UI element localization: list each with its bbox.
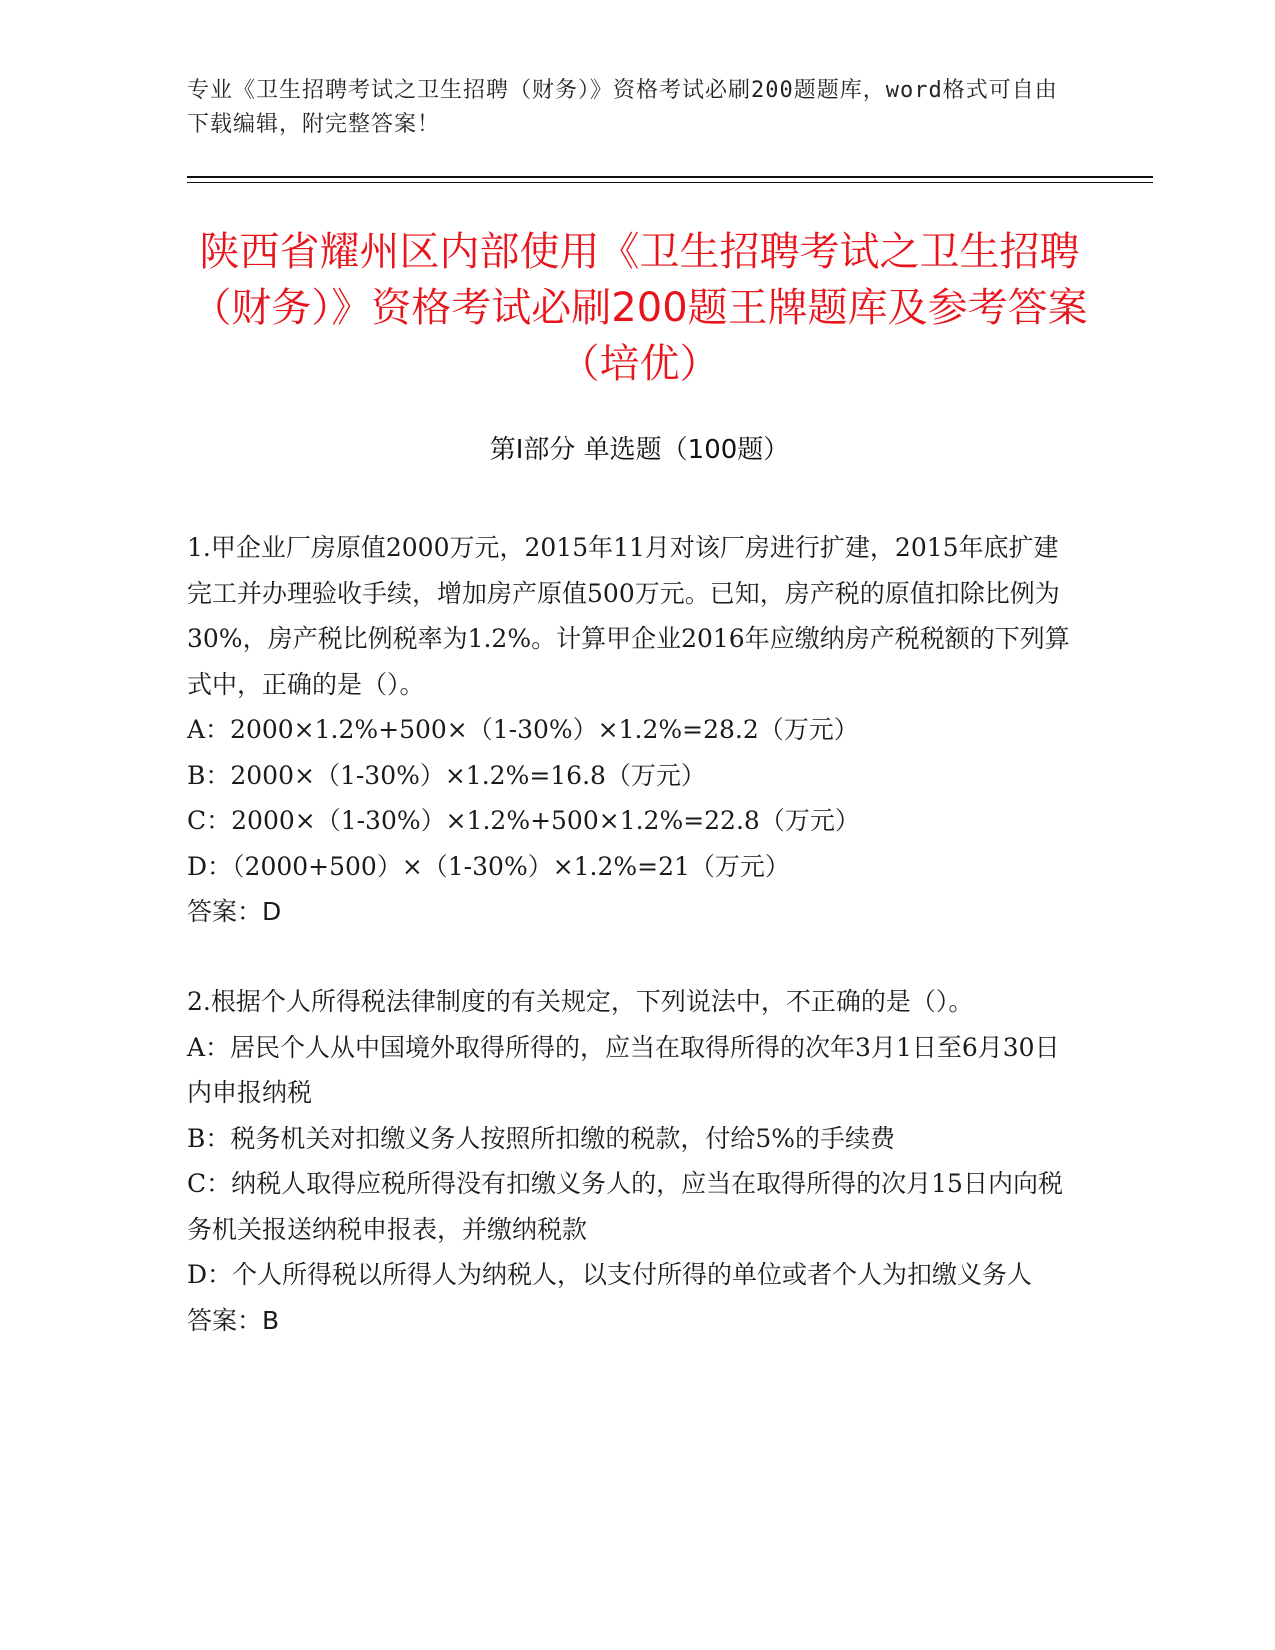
header-divider-thick [187, 176, 1153, 178]
question-text: 2.根据个人所得税法律制度的有关规定，下列说法中，不正确的是（）。 [187, 987, 974, 1016]
answer: 答案：D [187, 897, 282, 926]
option-b: B：税务机关对扣缴义务人按照所扣缴的税款，付给5%的手续费 [187, 1123, 896, 1153]
option-a: A：2000×1.2%+500×（1-30%）×1.2%=28.2（万元） [187, 715, 859, 744]
answer: 答案：B [187, 1305, 280, 1335]
question-block [187, 525, 1077, 935]
question-text: 1.甲企业厂房原值2000万元，2015年11月对该厂房进行扩建，2015年底扩建完工并办理验收手续，增加房产原值500万元。已知，房产税的原值扣除比例为30%，房产税比例税率为1.2%。计算甲企业2016年应缴纳房产税税额的下列算式中，正确的是（）。 [187, 533, 1070, 699]
header-divider-thin [187, 182, 1153, 183]
option-b: B：2000×（1-30%）×1.2%=16.8（万元） [187, 760, 706, 790]
option-d: D：个人所得税以所得人为纳税人，以支付所得的单位或者个人为扣缴义务人 [187, 1260, 1033, 1289]
option-d: D：（2000+500）×（1-30%）×1.2%=21（万元） [187, 851, 790, 881]
header-note: 专业《卫生招聘考试之卫生招聘（财务）》资格考试必刷200题题库，word格式可自由下载编辑，附完整答案！ [187, 78, 1058, 137]
option-a: A：居民个人从中国境外取得所得的，应当在取得所得的次年3月1日至6月30日内申报纳税 [187, 1032, 1060, 1107]
section-title: 第I部分 单选题（100题） [489, 435, 790, 465]
option-c: C：2000×（1-30%）×1.2%+500×1.2%=22.8（万元） [187, 806, 860, 835]
question-block [187, 979, 1077, 1343]
document-title: 陕西省耀州区内部使用《卫生招聘考试之卫生招聘（财务）》资格考试必刷200题王牌题库及参考答案（培优） [191, 229, 1088, 387]
option-c: C：纳税人取得应税所得没有扣缴义务人的，应当在取得所得的次月15日内向税务机关报送纳税申报表，并缴纳税款 [187, 1169, 1063, 1244]
